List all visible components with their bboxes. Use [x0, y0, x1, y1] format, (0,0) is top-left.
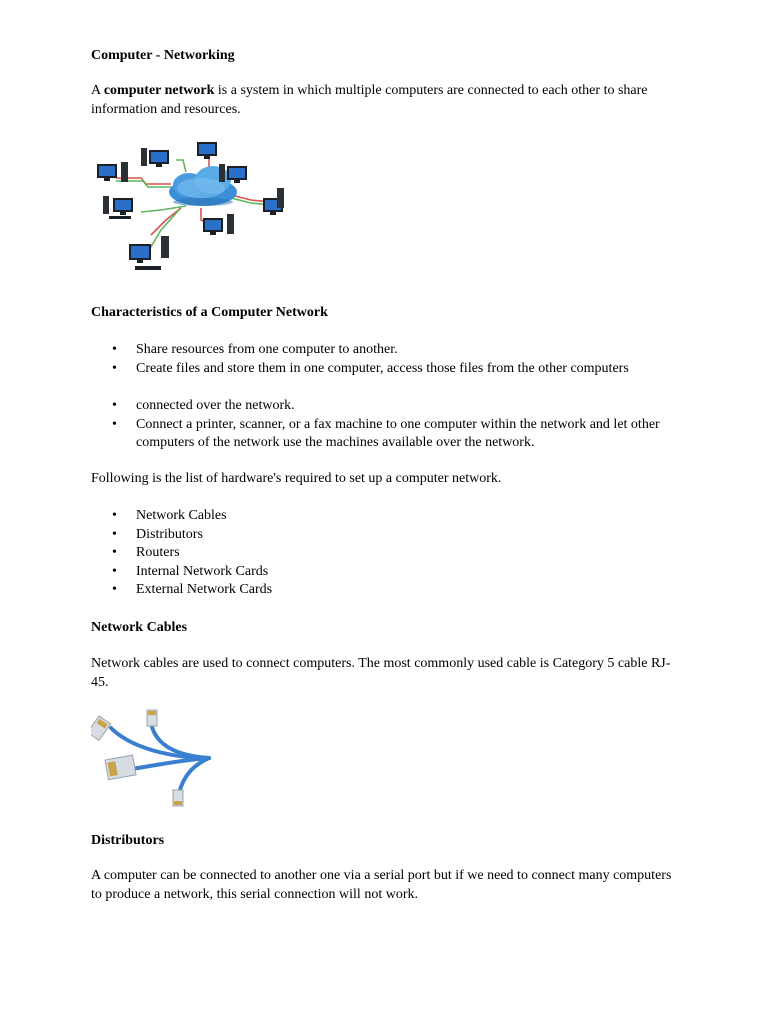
list-item: • Connect a printer, scanner, or a fax machine to one computer within the network and let other computers of the network use the machines available over the network.	[91, 416, 681, 453]
hardware-intro: Following is the list of hardware's required to set up a computer network.	[91, 471, 502, 486]
intro-paragraph	[91, 82, 681, 119]
list-item: • Distributors	[91, 526, 681, 545]
list-item: • External Network Cards	[91, 581, 681, 600]
computer-icons	[97, 142, 284, 270]
intro-term: computer network	[103, 83, 215, 98]
network-diagram-image	[91, 140, 306, 280]
rj45-connector-icons	[91, 710, 183, 806]
network-cables-paragraph: Network cables are used to connect computers. The most commonly used cable is Category 5 cable RJ-45.	[91, 656, 671, 690]
distributors-heading: Distributors	[91, 833, 165, 848]
cloud-icon	[169, 166, 237, 206]
list-item: • connected over the network.	[91, 397, 681, 416]
characteristics-heading: Characteristics of a Computer Network	[91, 305, 328, 320]
characteristics-list-b	[91, 397, 681, 453]
characteristics-list-a	[91, 341, 681, 378]
intro-rest: is a system in which multiple computers are connected to each other to share information and resources.	[91, 83, 648, 117]
list-item: • Internal Network Cards	[91, 563, 681, 582]
network-cables-heading: Network Cables	[91, 620, 188, 635]
intro-lead: A	[91, 83, 104, 98]
hardware-list	[91, 507, 681, 600]
list-item: • Routers	[91, 544, 681, 563]
list-item: • Create files and store them in one computer, access those files from the other computers	[91, 360, 681, 379]
list-item: • Network Cables	[91, 507, 681, 526]
distributors-paragraph: A computer can be connected to another one via a serial port but if we need to connect many computers to produce a network, this serial connection will not work.	[91, 868, 672, 902]
list-item: • Share resources from one computer to another.	[91, 341, 681, 360]
document-title: Computer - Networking	[91, 48, 235, 63]
rj45-cable-image	[91, 708, 216, 813]
